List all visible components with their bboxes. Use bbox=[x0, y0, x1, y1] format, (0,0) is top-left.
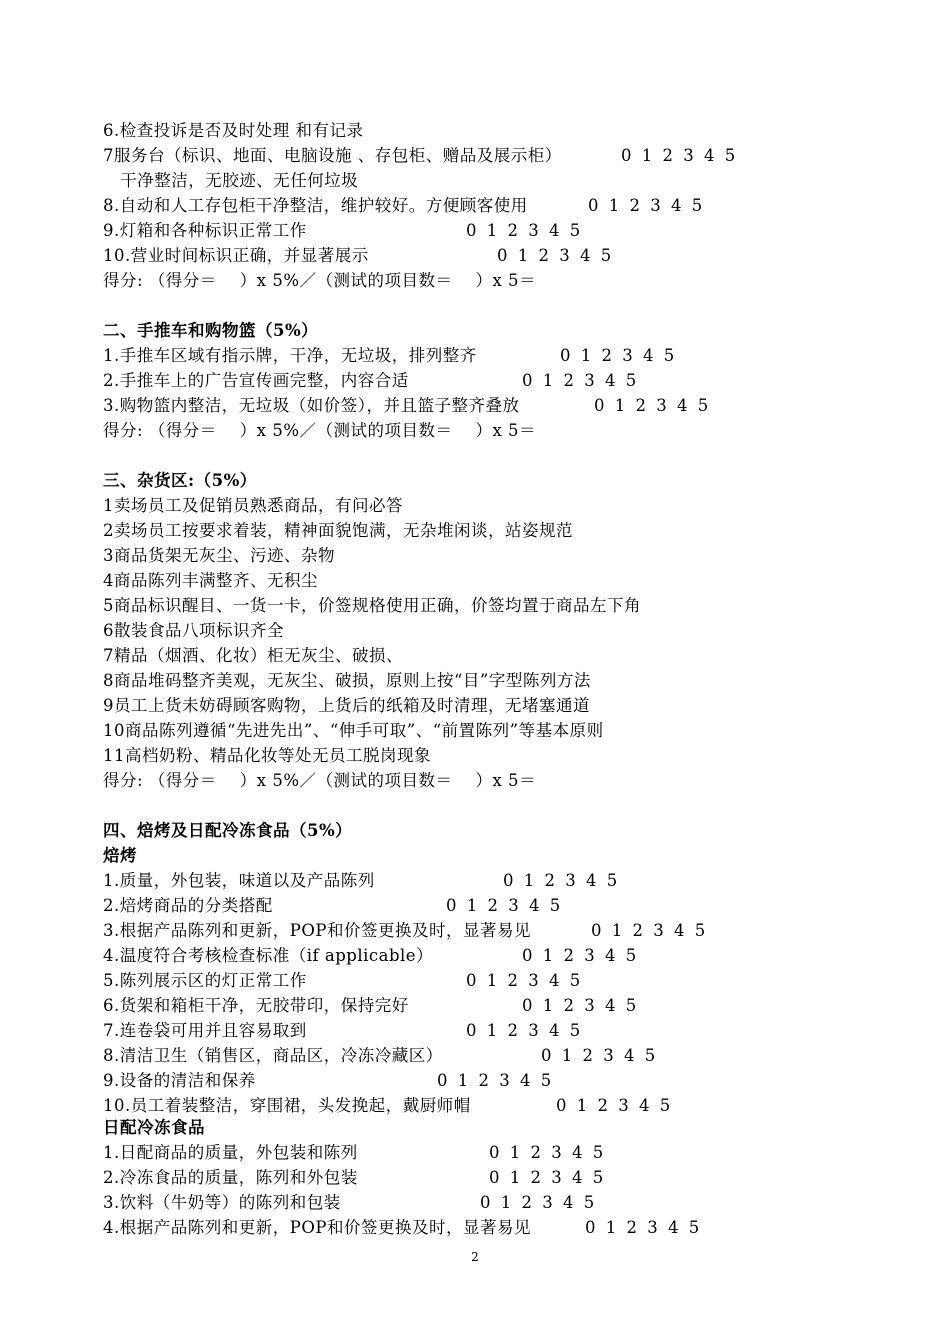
score-scale: 0 1 2 3 4 5 bbox=[588, 196, 705, 215]
line-cart-ads: 2.手推车上的广告宣传画完整，内容合适 bbox=[103, 371, 409, 390]
line-grocery-item: 2卖场员工按要求着装，精神面貌饱满，无杂堆闲谈，站姿规范 bbox=[103, 521, 573, 540]
line-dairy-item: 3.饮料（牛奶等）的陈列和包装 bbox=[103, 1193, 341, 1212]
line-grocery-item: 1卖场员工及促销员熟悉商品，有问必答 bbox=[103, 496, 403, 515]
line-service-desk: 7服务台（标识、地面、电脑设施 、存包柜、赠品及展示柜） bbox=[103, 146, 562, 165]
score-scale: 0 1 2 3 4 5 bbox=[522, 946, 639, 965]
score-scale: 0 1 2 3 4 5 bbox=[522, 996, 639, 1015]
subsection-heading-bakery: 焙烤 bbox=[103, 846, 137, 865]
score-formula: 得分: （得分＝ ）x 5%／（测试的项目数＝ ）x 5＝ bbox=[103, 771, 537, 790]
line-lockers: 8.自动和人工存包柜干净整洁，维护较好。方便顾客使用 bbox=[103, 196, 528, 215]
score-scale: 0 1 2 3 4 5 bbox=[585, 1218, 702, 1237]
score-scale: 0 1 2 3 4 5 bbox=[480, 1193, 597, 1212]
line-bakery-item: 7.连卷袋可用并且容易取到 bbox=[103, 1021, 307, 1040]
score-scale: 0 1 2 3 4 5 bbox=[541, 1046, 658, 1065]
line-grocery-item: 3商品货架无灰尘、污迹、杂物 bbox=[103, 546, 335, 565]
score-scale: 0 1 2 3 4 5 bbox=[556, 1096, 673, 1115]
score-scale: 0 1 2 3 4 5 bbox=[503, 871, 620, 890]
line-dairy-item: 1.日配商品的质量，外包装和陈列 bbox=[103, 1143, 358, 1162]
line-complaint-handling: 6.检查投诉是否及时处理 和有记录 bbox=[103, 121, 364, 140]
line-bakery-item: 6.货架和箱柜干净，无胶带印，保持完好 bbox=[103, 996, 409, 1015]
score-formula: 得分: （得分＝ ）x 5%／（测试的项目数＝ ）x 5＝ bbox=[103, 271, 537, 290]
line-grocery-item: 8商品堆码整齐美观，无灰尘、破损，原则上按“目”字型陈列方法 bbox=[103, 671, 591, 690]
score-scale: 0 1 2 3 4 5 bbox=[446, 896, 563, 915]
line-grocery-item: 11高档奶粉、精品化妆等处无员工脱岗现象 bbox=[103, 746, 431, 765]
score-scale: 0 1 2 3 4 5 bbox=[522, 371, 639, 390]
line-grocery-item: 9员工上货未妨碍顾客购物，上货后的纸箱及时清理，无堵塞通道 bbox=[103, 696, 590, 715]
score-scale: 0 1 2 3 4 5 bbox=[466, 971, 583, 990]
score-scale: 0 1 2 3 4 5 bbox=[466, 221, 583, 240]
score-scale: 0 1 2 3 4 5 bbox=[466, 1021, 583, 1040]
line-bakery-item: 2.焙烤商品的分类搭配 bbox=[103, 896, 273, 915]
section-heading-carts: 二、手推车和购物篮（5%） bbox=[103, 321, 319, 340]
line-bakery-item: 1.质量，外包装，味道以及产品陈列 bbox=[103, 871, 375, 890]
line-grocery-item: 7精品（烟酒、化妆）柜无灰尘、破损、 bbox=[103, 646, 403, 665]
line-grocery-item: 6散装食品八项标识齐全 bbox=[103, 621, 284, 640]
line-bakery-item: 3.根据产品陈列和更新，POP和价签更换及时，显著易见 bbox=[103, 921, 531, 940]
score-scale: 0 1 2 3 4 5 bbox=[621, 146, 738, 165]
line-service-desk-cont: 干净整洁，无胶迹、无任何垃圾 bbox=[103, 171, 359, 190]
page-number: 2 bbox=[471, 1250, 479, 1264]
subsection-heading-dairy-frozen: 日配冷冻食品 bbox=[103, 1118, 205, 1137]
score-scale: 0 1 2 3 4 5 bbox=[497, 246, 614, 265]
section-heading-groceries: 三、杂货区:（5%） bbox=[103, 471, 257, 490]
line-dairy-item: 2.冷冻食品的质量，陈列和外包装 bbox=[103, 1168, 358, 1187]
line-grocery-item: 5商品标识醒目、一货一卡，价签规格使用正确，价签均置于商品左下角 bbox=[103, 596, 641, 615]
line-lightbox: 9.灯箱和各种标识正常工作 bbox=[103, 221, 307, 240]
score-scale: 0 1 2 3 4 5 bbox=[489, 1168, 606, 1187]
section-heading-bakery-dairy: 四、焙烤及日配冷冻食品（5%） bbox=[103, 821, 353, 840]
line-bakery-item: 8.清洁卫生（销售区，商品区，冷冻冷藏区） bbox=[103, 1046, 443, 1065]
line-grocery-item: 4商品陈列丰满整齐、无积尘 bbox=[103, 571, 318, 590]
line-cart-area: 1.手推车区域有指示牌，干净，无垃圾，排列整齐 bbox=[103, 346, 477, 365]
score-scale: 0 1 2 3 4 5 bbox=[437, 1071, 554, 1090]
score-scale: 0 1 2 3 4 5 bbox=[594, 396, 711, 415]
line-baskets: 3.购物篮内整洁，无垃圾（如价签），并且篮子整齐叠放 bbox=[103, 396, 520, 415]
line-bakery-item: 4.温度符合考核检查标准（if applicable） bbox=[103, 946, 434, 965]
score-formula: 得分: （得分＝ ）x 5%／（测试的项目数＝ ）x 5＝ bbox=[103, 421, 537, 440]
line-grocery-item: 10商品陈列遵循“先进先出”、“伸手可取”、“前置陈列”等基本原则 bbox=[103, 721, 604, 740]
score-scale: 0 1 2 3 4 5 bbox=[560, 346, 677, 365]
line-bakery-item: 9.设备的清洁和保养 bbox=[103, 1071, 256, 1090]
line-dairy-item: 4.根据产品陈列和更新，POP和价签更换及时，显著易见 bbox=[103, 1218, 531, 1237]
line-business-hours: 10.营业时间标识正确，并显著展示 bbox=[103, 246, 369, 265]
line-bakery-item: 10.员工着装整洁，穿围裙，头发挽起，戴厨师帽 bbox=[103, 1096, 471, 1115]
score-scale: 0 1 2 3 4 5 bbox=[489, 1143, 606, 1162]
line-bakery-item: 5.陈列展示区的灯正常工作 bbox=[103, 971, 307, 990]
score-scale: 0 1 2 3 4 5 bbox=[591, 921, 708, 940]
